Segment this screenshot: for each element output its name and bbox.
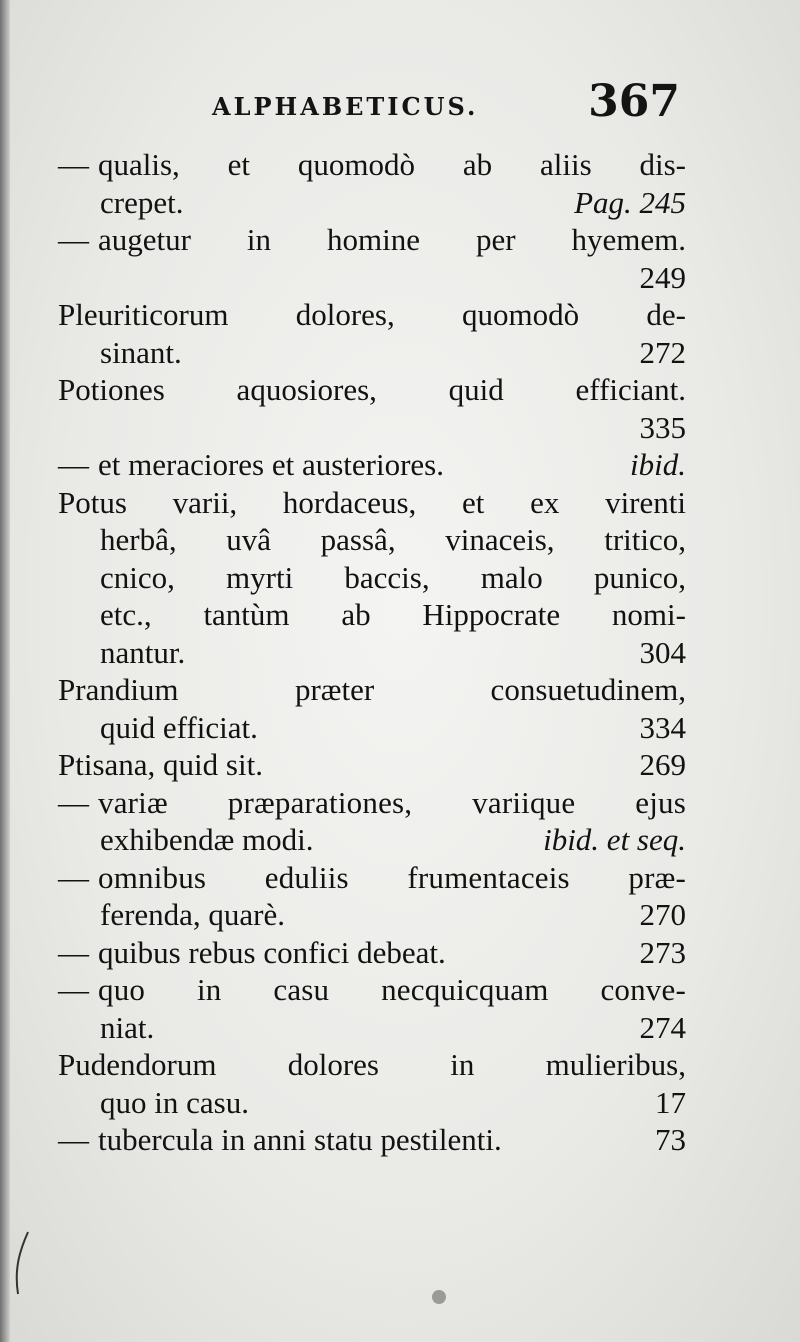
index-dash: — — [58, 972, 90, 1007]
ink-spot — [432, 1290, 446, 1304]
index-text: quo in casu. — [100, 1084, 249, 1120]
index-line — [58, 296, 686, 334]
running-header — [200, 76, 680, 142]
index-line — [58, 671, 686, 709]
index-page-ref: 249 — [639, 259, 686, 295]
index-page-ref: 304 — [639, 634, 686, 670]
index-page-ref: 272 — [639, 334, 686, 370]
index-text: herbâ, uvâ passâ, vinaceis, tritico, — [100, 522, 686, 557]
index-text: niat. — [100, 1009, 155, 1045]
running-title: ALPHABETICUS. — [212, 92, 479, 121]
index-page-ref: 73 — [655, 1122, 686, 1157]
index-dash: — — [58, 859, 90, 895]
index-line — [58, 1121, 686, 1159]
index-text: ferenda, quarè. — [100, 897, 286, 932]
index-text: Potus varii, hordaceus, et ex virenti — [58, 484, 686, 520]
index-page-ref: 334 — [639, 709, 686, 745]
index-text: sinant. — [100, 334, 182, 370]
index-text: etc., tantùm ab Hippocrate nomi- — [100, 597, 686, 632]
index-text: Ptisana, quid sit. — [58, 747, 263, 782]
index-dash: — — [58, 222, 89, 257]
index-line — [58, 184, 686, 222]
index-line — [58, 784, 686, 822]
pencil-mark — [6, 1228, 36, 1298]
index-page-ref: ibid. et seq. — [543, 822, 686, 857]
index-entries — [58, 146, 686, 1159]
index-line — [58, 859, 686, 897]
index-line — [58, 1084, 686, 1122]
index-text: variæ præparationes, variique ejus — [98, 784, 686, 820]
index-text: Pleuriticorum dolores, quomodò de- — [58, 297, 686, 332]
index-page-ref: 269 — [639, 747, 686, 782]
index-line — [58, 259, 686, 297]
index-text: crepet. — [100, 184, 184, 220]
index-text: omnibus eduliis frumentaceis præ- — [98, 859, 686, 895]
index-page-ref: 17 — [655, 1084, 686, 1120]
index-text: qualis, et quomodò ab aliis dis- — [98, 147, 686, 182]
index-line — [58, 821, 686, 859]
index-dash: — — [58, 934, 89, 970]
index-page-ref: 273 — [639, 934, 686, 970]
index-text: quibus rebus confici debeat. — [98, 934, 446, 970]
page-number: 367 — [588, 76, 680, 127]
index-dash: — — [58, 1122, 89, 1157]
index-line — [58, 484, 686, 522]
index-text: nantur. — [100, 634, 186, 670]
index-text: Potiones aquosiores, quid efficiant. — [58, 372, 686, 407]
index-text: tubercula in anni statu pestilenti. — [98, 1122, 502, 1157]
index-line — [58, 746, 686, 784]
index-text: et meraciores et austeriores. — [98, 447, 444, 482]
index-line — [58, 446, 686, 484]
index-page-ref: ibid. — [630, 447, 686, 482]
index-text: quid efficiat. — [100, 709, 258, 745]
index-dash: — — [58, 447, 89, 482]
index-dash: — — [58, 147, 89, 182]
index-line — [58, 409, 686, 447]
index-text: quo in casu necquicquam conve- — [98, 972, 686, 1007]
index-line — [58, 971, 686, 1009]
index-line — [58, 896, 686, 934]
index-line — [58, 221, 686, 259]
index-line — [58, 1009, 686, 1047]
index-page-ref: 335 — [639, 409, 686, 445]
index-line — [58, 634, 686, 672]
page-spine-shadow — [0, 0, 10, 1342]
index-line — [58, 934, 686, 972]
index-line — [58, 559, 686, 597]
index-text: Prandium præter consuetudinem, — [58, 672, 686, 707]
index-line — [58, 146, 686, 184]
index-text: exhibendæ modi. — [100, 822, 314, 857]
index-line — [58, 521, 686, 559]
index-page-ref: 274 — [639, 1009, 686, 1045]
index-page-ref: 270 — [639, 897, 686, 932]
index-line — [58, 371, 686, 409]
index-text: augetur in homine per hyemem. — [98, 222, 686, 257]
index-dash: — — [58, 784, 90, 820]
index-page-ref: Pag. 245 — [574, 184, 686, 220]
index-text: cnico, myrti baccis, malo punico, — [100, 559, 686, 595]
index-text: Pudendorum dolores in mulieribus, — [58, 1047, 686, 1082]
index-line — [58, 709, 686, 747]
index-line — [58, 1046, 686, 1084]
index-line — [58, 596, 686, 634]
index-line — [58, 334, 686, 372]
